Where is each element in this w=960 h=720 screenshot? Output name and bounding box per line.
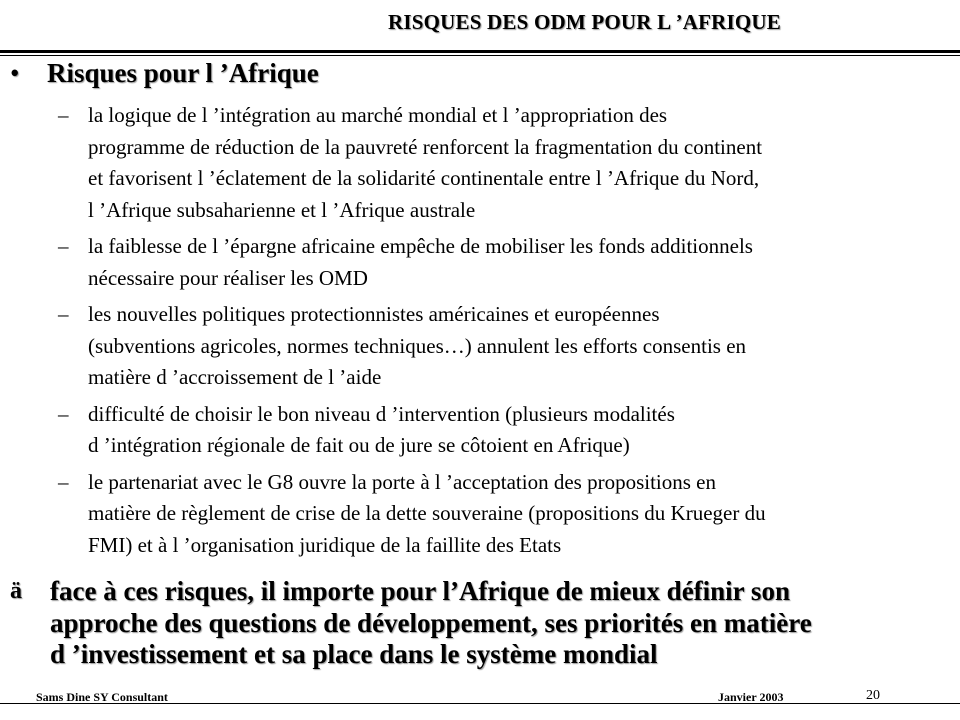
main-bullet [10, 58, 319, 89]
title-divider-thick [0, 50, 960, 53]
title-divider-thin [0, 55, 960, 56]
list-item-line: et favorisent l ’éclatement de la solidarité continentale entre l ’Afrique du Nord, [88, 166, 760, 190]
risk-list [56, 100, 956, 566]
risk-item-intervention-level [56, 399, 956, 462]
dash-icon: – [58, 103, 69, 127]
dash-icon: – [58, 234, 69, 258]
list-item-line: d ’intégration régionale de fait ou de jure se côtoient en Afrique) [88, 433, 630, 457]
footer-author: Sams Dine SY Consultant [36, 690, 168, 704]
list-item-line: la logique de l ’intégration au marché mondial et l ’appropriation des [88, 103, 668, 127]
arrow-bullet-icon: ä [10, 578, 22, 604]
list-item-line: FMI) et à l ’organisation juridique de la faillite des Etats [88, 532, 562, 557]
slide-title: RISQUES DES ODM POUR L ’AFRIQUE [388, 10, 781, 34]
list-item-line: (subventions agricoles, normes techniques…) annulent les efforts consentis en [88, 333, 747, 358]
list-item-line: nécessaire pour réaliser les OMD [88, 265, 368, 290]
list-item-line: matière d ’accroissement de l ’aide [88, 365, 382, 389]
list-item-line: les nouvelles politiques protectionnistes américaines et européennes [88, 302, 660, 326]
footer-date: Janvier 2003 [718, 690, 784, 704]
conclusion-bullet [10, 576, 955, 671]
risk-item-integration [56, 100, 956, 226]
dash-icon: – [58, 302, 69, 326]
main-bullet-text: Risques pour l ’Afrique [47, 58, 319, 88]
bullet-icon: • [10, 58, 20, 88]
conclusion-line: approche des questions de développement, ses priorités en matière [50, 607, 812, 638]
list-item-line: l ’Afrique subsaharienne et l ’Afrique australe [88, 197, 476, 222]
dash-icon: – [58, 401, 69, 426]
risk-item-g8-partnership [56, 467, 956, 562]
list-item-line: le partenariat avec le G8 ouvre la porte à l ’acceptation des propositions en [88, 469, 716, 494]
list-item-line: difficulté de choisir le bon niveau d ’intervention (plusieurs modalités [88, 401, 675, 426]
page-number: 20 [866, 688, 880, 703]
dash-icon: – [58, 469, 69, 494]
risk-item-protectionism [56, 299, 956, 394]
list-item-line: matière de règlement de crise de la dette souveraine (propositions du Krueger du [88, 501, 766, 525]
risk-item-savings [56, 231, 956, 294]
conclusion-line: face à ces risques, il importe pour l’Afrique de mieux définir son [50, 576, 790, 606]
list-item-line: la faiblesse de l ’épargne africaine empêche de mobiliser les fonds additionnels [88, 234, 753, 258]
list-item-line: programme de réduction de la pauvreté renforcent la fragmentation du continent [88, 134, 763, 159]
conclusion-line: d ’investissement et sa place dans le système mondial [50, 639, 658, 669]
